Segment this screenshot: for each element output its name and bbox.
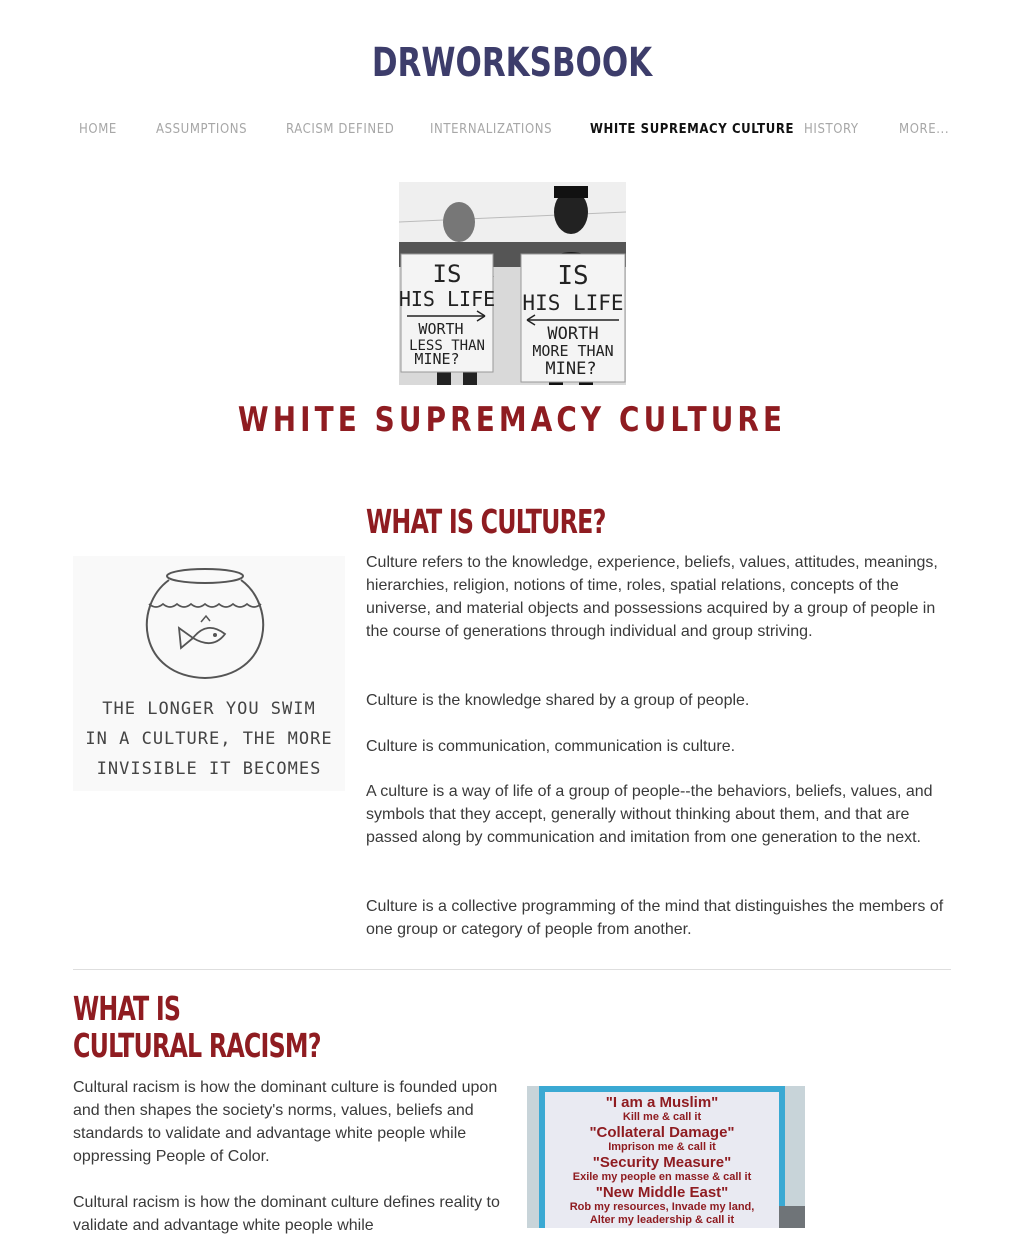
main-nav: [0, 122, 1024, 142]
nav-item-racism-defined[interactable]: RACISM DEFINED: [286, 122, 395, 137]
hero-sign-right-line: HIS LIFE: [522, 291, 624, 315]
muslim-protest-sign-photo: [527, 1086, 805, 1228]
sign-line: Alter my leadership & call it: [589, 1214, 735, 1226]
culture-paragraph: Culture is the knowledge shared by a group of people.: [366, 692, 750, 709]
hero-photo-illustration: [399, 182, 626, 385]
hero-sign-right-line: WORTH: [547, 324, 599, 344]
sign-line: "I am a Muslim": [605, 1094, 719, 1111]
fishbowl-caption: [73, 694, 345, 784]
hero-sign-left-line: WORTH: [418, 320, 464, 338]
fishbowl-illustration: [73, 556, 345, 791]
nav-item-more[interactable]: MORE...: [899, 122, 950, 137]
hero-sign-left-line: HIS LIFE: [399, 287, 496, 311]
fishbowl-icon: [73, 556, 345, 696]
cultural-racism-heading-line1: WHAT IS: [73, 989, 181, 1028]
protest-sign-board: [539, 1086, 785, 1228]
nav-item-assumptions[interactable]: ASSUMPTIONS: [156, 122, 248, 137]
hero-sign-left-line: MINE?: [414, 350, 460, 368]
nav-item-home[interactable]: HOME: [79, 122, 117, 137]
sign-line: "Collateral Damage": [589, 1124, 735, 1141]
fishbowl-caption-line: INVISIBLE IT BECOMES: [96, 759, 322, 779]
nav-item-history[interactable]: HISTORY: [804, 122, 859, 137]
hero-sign-right-line: MINE?: [545, 359, 597, 379]
site-title[interactable]: DRWORKSBOOK: [371, 40, 653, 86]
hero-sign-left-line: IS: [432, 260, 462, 288]
hero-sign-left-line: LESS THAN: [409, 338, 485, 354]
culture-paragraph: Culture refers to the knowledge, experience, beliefs, values, attitudes, meanings, hierarchies, religion, notions of time, roles, spatial relations, concepts of the universe, and material objects and possessions acquired by a group of people in the course of generations through individual and group striving.: [366, 554, 938, 640]
cultural-racism-heading: [73, 990, 321, 1064]
sign-line: Kill me & call it: [622, 1111, 702, 1123]
sign-line: Imprison me & call it: [608, 1141, 716, 1153]
sign-photo-background: [779, 1206, 805, 1228]
cultural-racism-paragraph: Cultural racism is how the dominant culture defines reality to validate and advantage white people while: [73, 1194, 500, 1234]
fishbowl-caption-line: THE LONGER YOU SWIM: [102, 699, 316, 719]
culture-paragraph: A culture is a way of life of a group of people--the behaviors, beliefs, values, and symbols that they accept, generally without thinking about them, and that are passed along by communication and imitation from one generation to the next.: [366, 783, 933, 846]
cultural-racism-paragraph: Cultural racism is how the dominant culture is founded upon and then shapes the society's norms, values, beliefs and standards to validate and advantage white people while oppressing People of Color.: [73, 1079, 498, 1165]
hero-protest-photo: [399, 182, 626, 385]
page-title: WHITE SUPREMACY CULTURE: [237, 400, 787, 440]
culture-paragraph: Culture is communication, communication is culture.: [366, 738, 736, 755]
culture-paragraph: Culture is a collective programming of the mind that distinguishes the members of one group or category of people from another.: [366, 898, 944, 938]
sign-line: "New Middle East": [595, 1184, 729, 1201]
cultural-racism-heading-line2: CULTURAL RACISM?: [73, 1026, 321, 1065]
culture-heading: WHAT IS CULTURE?: [366, 502, 606, 541]
sign-line: Rob my resources, Invade my land,: [569, 1201, 755, 1213]
sign-line: Exile my people en masse & call it: [572, 1171, 752, 1183]
hero-sign-right-line: IS: [557, 261, 589, 291]
nav-item-internalizations[interactable]: INTERNALIZATIONS: [430, 122, 553, 137]
hero-sign-right-line: MORE THAN: [532, 342, 614, 360]
fishbowl-caption-line: IN A CULTURE, THE MORE: [85, 729, 333, 749]
nav-item-white-supremacy-culture[interactable]: WHITE SUPREMACY CULTURE: [590, 122, 795, 137]
sign-line: "Security Measure": [592, 1154, 732, 1171]
section-divider: [73, 969, 951, 970]
